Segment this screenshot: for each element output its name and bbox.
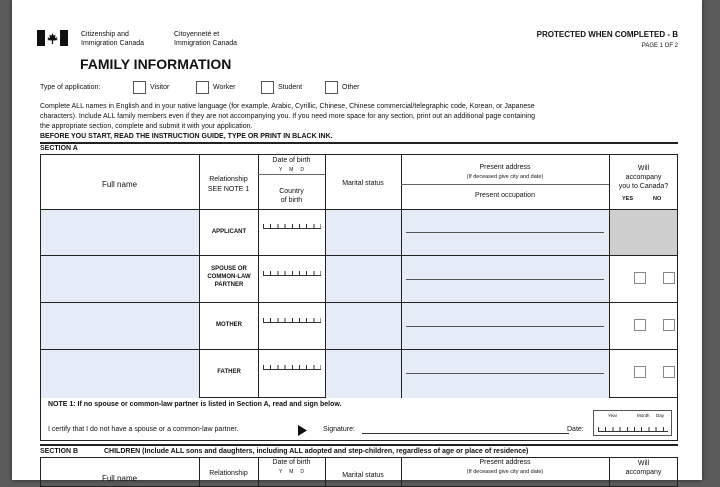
accompany-header: Will accompany you to Canada? [618, 165, 669, 190]
other-label: Other [342, 84, 360, 91]
note1-text: NOTE 1: If no spouse or common-law partner is listed in Section A, read and sign below. [48, 401, 342, 408]
b-accompany-header: Will accompany [625, 460, 662, 476]
canada-flag-icon [37, 30, 68, 46]
relationship-header: Relationship SEE NOTE 1 [207, 176, 250, 193]
other-checkbox[interactable] [325, 81, 338, 94]
visitor-label: Visitor [150, 84, 170, 91]
spouse-dob-field[interactable] [263, 271, 321, 276]
father-dob-field[interactable] [263, 365, 321, 370]
father-accompany-yes[interactable] [634, 366, 646, 378]
protected-label: PROTECTED WHEN COMPLETED - B [536, 30, 678, 39]
date-year-label: Year [608, 413, 618, 418]
b-address-header: Present address [479, 459, 531, 466]
row-label-father: FATHER [217, 369, 241, 375]
b-address-note: (If deceased give city and date) [466, 469, 544, 475]
spouse-accompany-yes[interactable] [634, 272, 646, 284]
section-a-label: SECTION A [40, 145, 78, 152]
section-b-title: CHILDREN (Include ALL sons and daughters, including ALL adopted and step-children, regardless of age or place of residence) [104, 448, 529, 455]
applicant-dob-field[interactable] [263, 224, 321, 229]
application-type-label: Type of application: [40, 84, 101, 91]
worker-label: Worker [213, 84, 236, 91]
father-accompany-no[interactable] [663, 366, 675, 378]
spouse-accompany-no[interactable] [663, 272, 675, 284]
form-page [12, 0, 702, 483]
mother-accompany-yes[interactable] [634, 319, 646, 331]
date-day-label: Day [656, 413, 665, 418]
dob-ymd-header: Y M D [279, 167, 304, 173]
b-dob-header: Date of birth [272, 459, 311, 466]
date-label: Date: [567, 426, 584, 433]
yes-header: YES [622, 196, 634, 202]
b-dob-ymd-header: Y M D [279, 469, 304, 475]
row-label-mother: MOTHER [216, 322, 242, 328]
section-b-label: SECTION B [40, 448, 79, 455]
country-header: Country of birth [279, 188, 304, 204]
department-name-en: Citizenship and Immigration Canada [81, 31, 145, 47]
applicant-accompany-shaded [610, 210, 677, 256]
student-checkbox[interactable] [261, 81, 274, 94]
b-marital-header: Marital status [342, 472, 384, 479]
address-note: (If deceased give city and date) [466, 174, 544, 180]
arrow-right-icon [298, 423, 307, 441]
worker-checkbox[interactable] [196, 81, 209, 94]
dob-header: Date of birth [272, 157, 311, 164]
instructions-line-3: the appropriate section, complete and submit it with your application. [40, 123, 253, 130]
page-number: PAGE 1 OF 2 [641, 43, 678, 49]
signature-label: Signature: [323, 426, 355, 433]
instructions-line-1: Complete ALL names in English and in your native language (for example, Arabic, Cyrillic, Chinese, Chinese commercial/telegraphic code, Korean, or Japanese [40, 103, 535, 110]
b-full-name-header: Full name [101, 474, 138, 483]
date-month-label: Month [637, 413, 650, 418]
section-a-table [40, 154, 678, 398]
instructions-line-2: characters). Include ALL family members even if they are not accompanying you. If you need more space for any section, print out an additional page containing [40, 113, 536, 120]
student-label: Student [278, 84, 303, 91]
no-header: NO [653, 196, 662, 202]
department-name-fr: Citoyenneté et Immigration Canada [174, 31, 238, 47]
b-relationship-header: Relationship [209, 470, 248, 477]
marital-header: Marital status [342, 180, 384, 187]
signature-field[interactable] [362, 433, 569, 434]
instructions-bold: BEFORE YOU START, READ THE INSTRUCTION GUIDE, TYPE OR PRINT IN BLACK INK. [40, 133, 333, 140]
page-title: FAMILY INFORMATION [80, 56, 232, 72]
address-header: Present address [479, 164, 531, 171]
certify-text: I certify that I do not have a spouse or a common-law partner. [48, 426, 239, 433]
row-label-spouse: SPOUSE OR COMMON-LAW PARTNER [207, 266, 251, 288]
full-name-header: Full name [101, 180, 138, 189]
mother-dob-field[interactable] [263, 318, 321, 323]
occupation-header: Present occupation [475, 192, 535, 199]
row-label-applicant: APPLICANT [211, 229, 247, 235]
visitor-checkbox[interactable] [133, 81, 146, 94]
date-field[interactable] [593, 410, 672, 436]
mother-accompany-no[interactable] [663, 319, 675, 331]
